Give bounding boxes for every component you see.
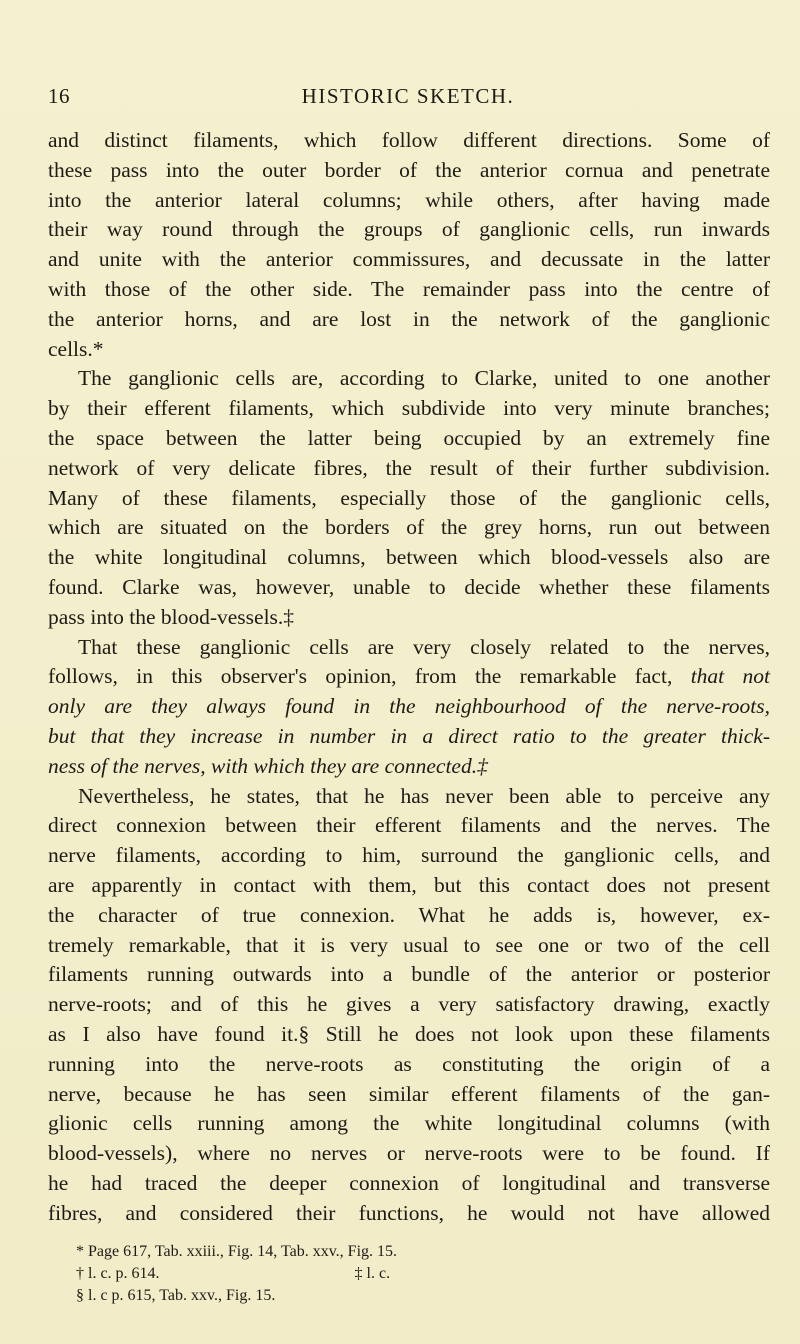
footnotes [76, 1241, 716, 1307]
footnote [76, 1263, 716, 1285]
paragraph-2 [48, 364, 770, 632]
footnote-double-dagger: ‡ l. c. [354, 1265, 391, 1282]
text-line: nerve-roots; and of this he gives a very satisfactory drawing, exactly [48, 992, 770, 1017]
text-line: the anterior horns, and are lost in the network of the ganglionic [48, 306, 770, 331]
text-line: by their efferent filaments, which subdivide into very minute branches; [48, 396, 770, 421]
text-line: the white longitudinal columns, between which blood-vessels also are [48, 545, 770, 570]
text-line: and unite with the anterior commissures, and decussate in the latter [48, 247, 770, 272]
text-line-italic: ness of the nerves, with which they are connected.‡ [48, 753, 488, 778]
text-line: tremely remarkable, that it is very usual to see one or two of the cell [48, 932, 770, 957]
page-header [48, 84, 768, 114]
text-line: these pass into the outer border of the anterior cornua and penetrate [48, 157, 770, 182]
text-line: with those of the other side. The remainder pass into the centre of [48, 276, 770, 301]
text-line: nerve filaments, according to him, surround the ganglionic cells, and [48, 843, 770, 868]
paragraph-1 [48, 126, 770, 364]
footnote: § l. c p. 615, Tab. xxv., Fig. 15. [76, 1287, 276, 1304]
footnote: * Page 617, Tab. xxiii., Fig. 14, Tab. xxv., Fig. 15. [76, 1243, 398, 1260]
text-line: Nevertheless, he states, that he has never been able to perceive any [78, 783, 770, 808]
text-line [48, 692, 770, 722]
page-number: 16 [48, 84, 70, 108]
paragraph-3 [48, 633, 770, 782]
footnote-dagger: † l. c. p. 614. [76, 1265, 160, 1282]
text-line: The ganglionic cells are, according to Clarke, united to one another [78, 366, 770, 391]
running-head: HISTORIC SKETCH. [301, 84, 515, 108]
text-line: direct connexion between their efferent filaments and the nerves. The [48, 813, 770, 838]
text-line: are apparently in contact with them, but this contact does not present [48, 872, 770, 897]
text-line: their way round through the groups of ganglionic cells, run inwards [48, 217, 770, 242]
text-line-italic: but that they increase in number in a direct ratio to the greater thick- [48, 723, 770, 748]
text-line: Many of these filaments, especially those of the ganglionic cells, [48, 485, 770, 510]
text-line: cells.* [48, 336, 104, 361]
text-line: the character of true connexion. What he adds is, however, ex- [48, 902, 770, 927]
text-line-italic: that not [690, 664, 770, 689]
text-line: fibres, and considered their functions, he would not have allowed [48, 1200, 770, 1225]
text-line: he had traced the deeper connexion of longitudinal and transverse [48, 1170, 770, 1195]
text-line: found. Clarke was, however, unable to decide whether these filaments [48, 574, 770, 599]
text-line: the space between the latter being occupied by an extremely fine [48, 425, 770, 450]
text-line: blood-vessels), where no nerves or nerve-roots were to be found. If [48, 1141, 770, 1166]
text-line: running into the nerve-roots as constituting the origin of a [48, 1051, 770, 1076]
text-line [48, 662, 770, 692]
text-line: which are situated on the borders of the grey horns, run out between [48, 515, 770, 540]
text-line: network of very delicate fibres, the result of their further subdivision. [48, 455, 770, 480]
text-line: as I also have found it.§ Still he does not look upon these filaments [48, 1021, 770, 1046]
text-line: glionic cells running among the white longitudinal columns (with [48, 1111, 770, 1136]
text-line: nerve, because he has seen similar efferent filaments of the gan- [48, 1081, 770, 1106]
body-text [48, 126, 770, 1228]
text-line [48, 752, 770, 782]
text-line-roman: follows, in this observer's opinion, from the remarkable fact, [48, 664, 673, 689]
text-line: filaments running outwards into a bundle of the anterior or posterior [48, 962, 770, 987]
text-line: and distinct filaments, which follow different directions. Some of [48, 128, 770, 152]
text-line [48, 722, 770, 752]
text-line: into the anterior lateral columns; while others, after having made [48, 187, 770, 212]
paragraph-4 [48, 782, 770, 1229]
text-line: pass into the blood-vessels.‡ [48, 604, 295, 629]
text-line-italic: only are they always found in the neighbourhood of the nerve-roots, [48, 694, 770, 719]
text-line: That these ganglionic cells are very closely related to the nerves, [78, 634, 770, 659]
